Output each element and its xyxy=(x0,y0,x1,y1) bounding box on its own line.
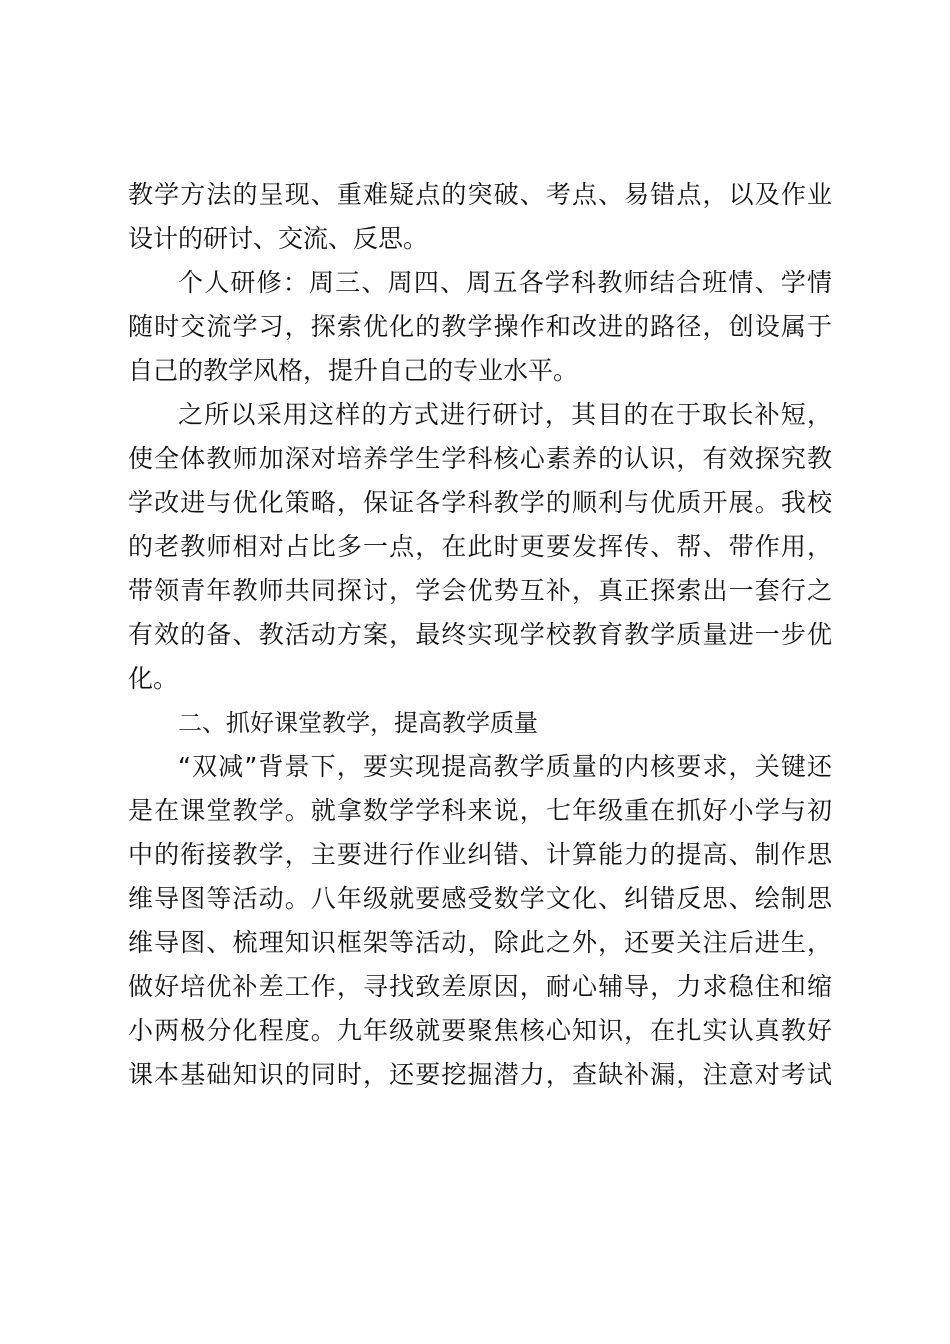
text-line: 设计的研讨、交流、反思。 xyxy=(128,224,429,253)
text-line: 之所以采用这样的方式进行研讨，其目的在于取长补短， xyxy=(178,400,832,429)
text-line: “双减”背景下，要实现提高教学质量的内核要求，关键还 xyxy=(178,752,832,781)
text-line: 维导图、梳理知识框架等活动，除此之外，还要关注后进生， xyxy=(128,928,832,957)
text-line: 维导图等活动。八年级就要感受数学文化、纠错反思、绘制思 xyxy=(128,884,832,913)
section-heading: 二、抓好课堂教学，提高教学质量 xyxy=(178,709,538,737)
body-text xyxy=(128,173,832,1097)
text-line: 自己的教学风格，提升自己的专业水平。 xyxy=(128,356,579,385)
text-line: 做好培优补差工作，寻找致差原因，耐心辅导，力求稳住和缩 xyxy=(128,972,832,1001)
text-line: 有效的备、教活动方案，最终实现学校教育教学质量进一步优 xyxy=(128,620,832,649)
text-line: 个人研修：周三、周四、周五各学科教师结合班情、学情 xyxy=(178,268,832,297)
text-line: 小两极分化程度。九年级就要聚焦核心知识，在扎实认真教好 xyxy=(128,1016,832,1045)
text-line: 带领青年教师共同探讨，学会优势互补，真正探索出一套行之 xyxy=(128,576,832,605)
text-line: 的老教师相对占比多一点，在此时更要发挥传、帮、带作用， xyxy=(128,532,832,561)
text-line: 化。 xyxy=(128,664,179,693)
text-line: 是在课堂教学。就拿数学学科来说，七年级重在抓好小学与初 xyxy=(128,796,832,825)
text-line: 学改进与优化策略，保证各学科教学的顺利与优质开展。我校 xyxy=(128,488,832,517)
text-line: 中的衔接教学，主要进行作业纠错、计算能力的提高、制作思 xyxy=(128,840,832,869)
text-line: 教学方法的呈现、重难疑点的突破、考点、易错点，以及作业 xyxy=(128,180,832,209)
text-line: 随时交流学习，探索优化的教学操作和改进的路径，创设属于 xyxy=(128,312,832,341)
text-line: 课本基础知识的同时，还要挖掘潜力，查缺补漏，注意对考试 xyxy=(128,1060,832,1089)
text-line: 使全体教师加深对培养学生学科核心素养的认识，有效探究教 xyxy=(128,444,832,473)
